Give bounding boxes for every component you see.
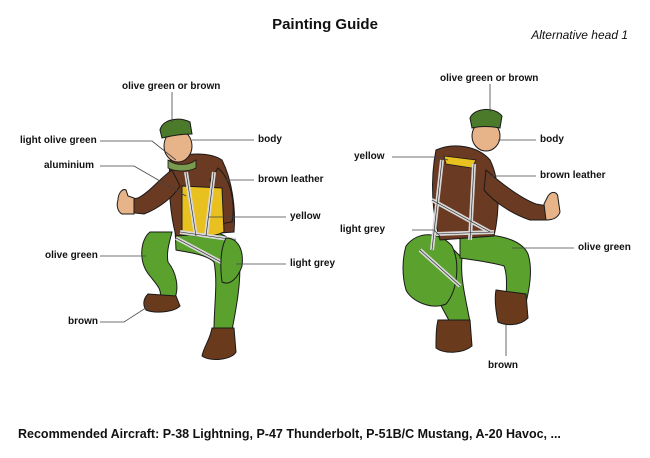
left-figure [117,119,242,359]
page-subtitle: Alternative head 1 [531,28,628,42]
label-right-olive-top: olive green or brown [440,73,539,84]
label-right-brown: brown [488,360,518,371]
label-left-brown-leather: brown leather [258,174,324,185]
label-left-olive-green: olive green [45,250,98,261]
label-left-yellow: yellow [290,211,321,222]
label-right-yellow: yellow [354,151,385,162]
label-left-aluminium: aluminium [44,160,95,171]
label-right-brown-leather: brown leather [540,170,606,181]
label-right-body: body [540,134,564,145]
label-left-olive-top: olive green or brown [122,81,221,92]
page-title: Painting Guide [272,16,378,33]
right-figure [403,109,560,352]
recommended-aircraft-footer: Recommended Aircraft: P-38 Lightning, P-47 Thunderbolt, P-51B/C Mustang, A-20 Havoc, ... [18,427,561,441]
label-left-light-olive: light olive green [20,135,97,146]
label-left-body: body [258,134,282,145]
label-left-light-grey: light grey [290,258,336,269]
label-right-olive-green: olive green [578,242,631,253]
label-right-light-grey: light grey [340,224,386,235]
label-left-brown: brown [68,316,98,327]
